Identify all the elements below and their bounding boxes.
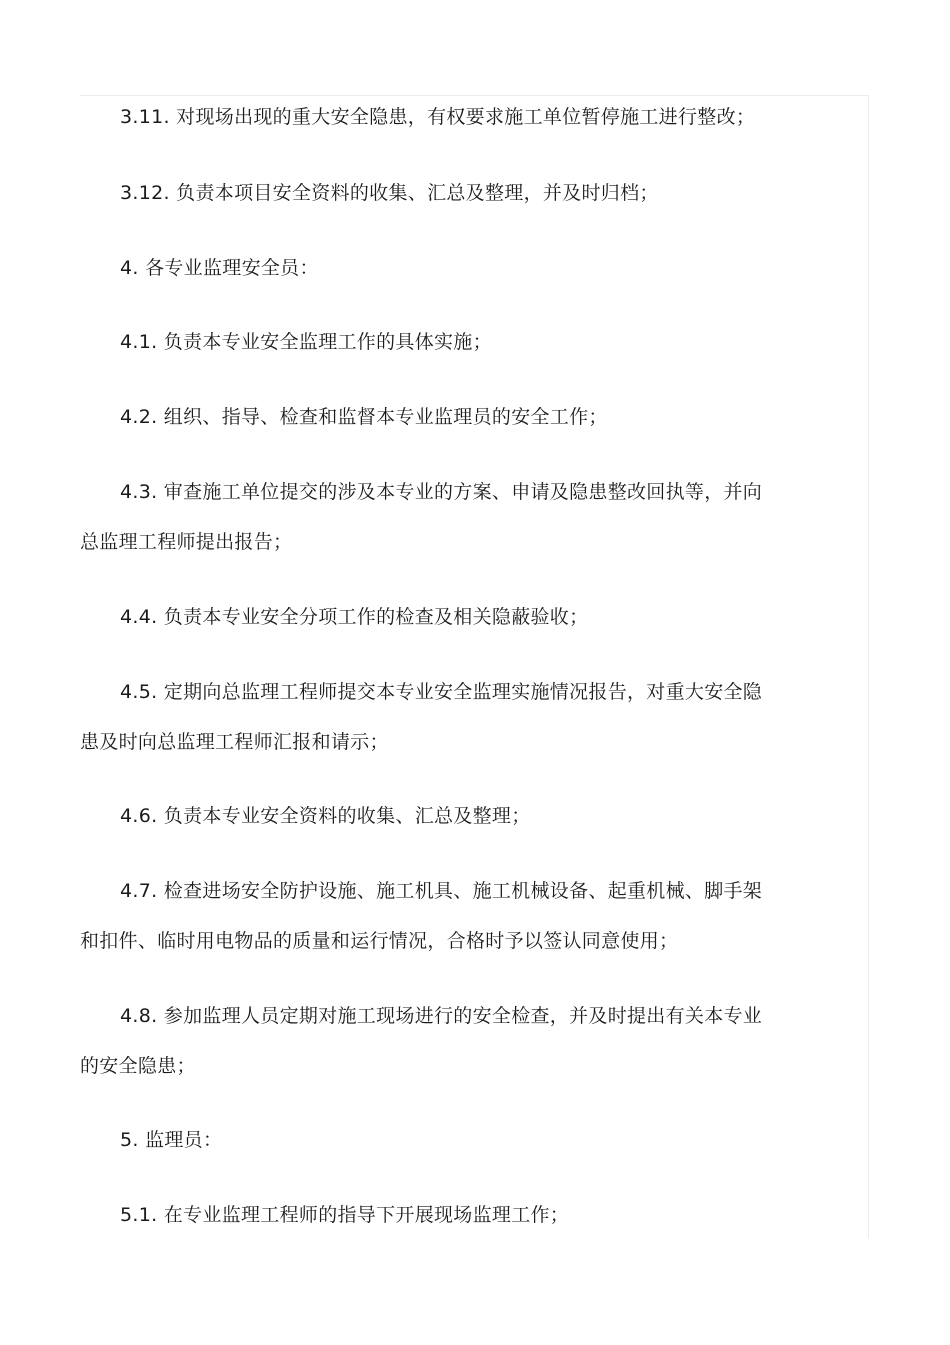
paragraph-line: 5.1. 在专业监理工程师的指导下开展现场监理工作；	[120, 1204, 570, 1226]
paragraph-4-5	[80, 667, 820, 767]
paragraph-line: 4.2. 组织、指导、检查和监督本专业监理员的安全工作；	[120, 406, 608, 428]
paragraph-line: 4.1. 负责本专业安全监理工作的具体实施；	[120, 331, 492, 353]
paragraph-4-3	[80, 467, 820, 567]
section-heading-4	[80, 243, 820, 293]
paragraph-line: 4.3. 审查施工单位提交的涉及本专业的方案、申请及隐患整改回执等，并向	[120, 481, 763, 503]
paragraph-line: 患及时向总监理工程师汇报和请示；	[80, 731, 389, 753]
paragraph-4-8	[80, 991, 820, 1091]
paragraph-4-2	[80, 392, 820, 442]
paragraph-4-4	[80, 592, 820, 642]
section-heading-5	[80, 1115, 820, 1165]
paragraph-line: 4.7. 检查进场安全防护设施、施工机具、施工机械设备、起重机械、脚手架	[120, 880, 763, 902]
paragraph-3-12	[80, 168, 820, 218]
paragraph-line: 总监理工程师提出报告；	[80, 531, 293, 553]
paragraph-line: 4.6. 负责本专业安全资料的收集、汇总及整理；	[120, 805, 531, 827]
paragraph-line: 5. 监理员：	[120, 1129, 223, 1151]
paragraph-line: 和扣件、临时用电物品的质量和运行情况，合格时予以签认同意使用；	[80, 930, 679, 952]
paragraph-line: 4.8. 参加监理人员定期对施工现场进行的安全检查，并及时提出有关本专业	[120, 1005, 763, 1027]
paragraph-4-6	[80, 791, 820, 841]
paragraph-line: 4.5. 定期向总监理工程师提交本专业安全监理实施情况报告，对重大安全隐	[120, 681, 763, 703]
paragraph-line: 4. 各专业监理安全员：	[120, 257, 319, 279]
paragraph-3-11	[80, 92, 820, 142]
paragraph-4-1	[80, 317, 820, 367]
paragraph-line: 4.4. 负责本专业安全分项工作的检查及相关隐蔽验收；	[120, 606, 589, 628]
paragraph-line: 3.11. 对现场出现的重大安全隐患，有权要求施工单位暂停施工进行整改；	[120, 106, 756, 128]
paragraph-4-7	[80, 866, 820, 966]
paragraph-line: 3.12. 负责本项目安全资料的收集、汇总及整理，并及时归档；	[120, 182, 659, 204]
paragraph-line: 的安全隐患；	[80, 1055, 196, 1077]
paragraph-5-1	[80, 1190, 820, 1240]
